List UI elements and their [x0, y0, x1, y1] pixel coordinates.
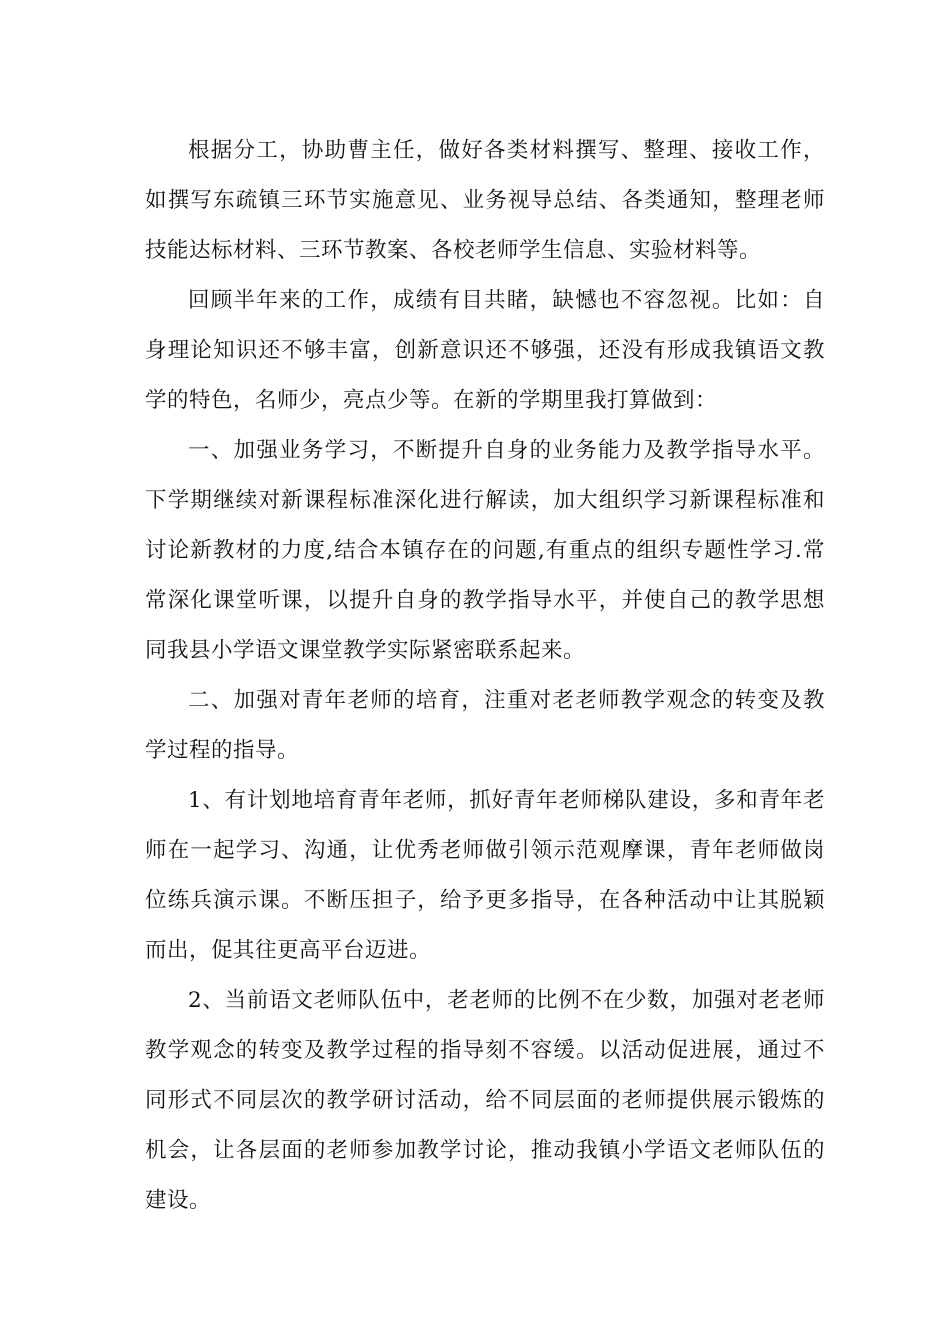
- paragraph-subpoint-one: 1、有计划地培育青年老师，抓好青年老师梯队建设，多和青年老师在一起学习、沟通，让优秀老师做引领示范观摩课，青年老师做岗位练兵演示课。不断压担子，给予更多指导，在各种活动中让其脱颖而出，促其往更高平台迈进。: [145, 788, 825, 963]
- paragraph-subpoint-two: 2、当前语文老师队伍中，老老师的比例不在少数，加强对老老师教学观念的转变及教学过程的指导刻不容缓。以活动促进展，通过不同形式不同层次的教学研讨活动，给不同层面的老师提供展示锻炼的机会，让各层面的老师参加教学讨论，推动我镇小学语文老师队伍的建设。: [145, 988, 825, 1213]
- paragraph-division-of-work: 根据分工，协助曹主任，做好各类材料撰写、整理、接收工作，如撰写东疏镇三环节实施意见、业务视导总结、各类通知，整理老师技能达标材料、三环节教案、各校老师学生信息、实验材料等。: [145, 138, 825, 263]
- paragraph-point-one: 一、加强业务学习，不断提升自身的业务能力及教学指导水平。下学期继续对新课程标准深化进行解读，加大组织学习新课程标准和讨论新教材的力度,结合本镇存在的问题,有重点的组织专题性学习.常常深化课堂听课，以提升自身的教学指导水平，并使自己的教学思想同我县小学语文课堂教学实际紧密联系起来。: [145, 438, 825, 663]
- paragraph-review: 回顾半年来的工作，成绩有目共睹，缺憾也不容忽视。比如：自身理论知识还不够丰富，创新意识还不够强，还没有形成我镇语文教学的特色，名师少，亮点少等。在新的学期里我打算做到：: [145, 288, 825, 413]
- paragraph-point-two: 二、加强对青年老师的培育，注重对老老师教学观念的转变及教学过程的指导。: [145, 688, 825, 763]
- document-body: [145, 126, 825, 1226]
